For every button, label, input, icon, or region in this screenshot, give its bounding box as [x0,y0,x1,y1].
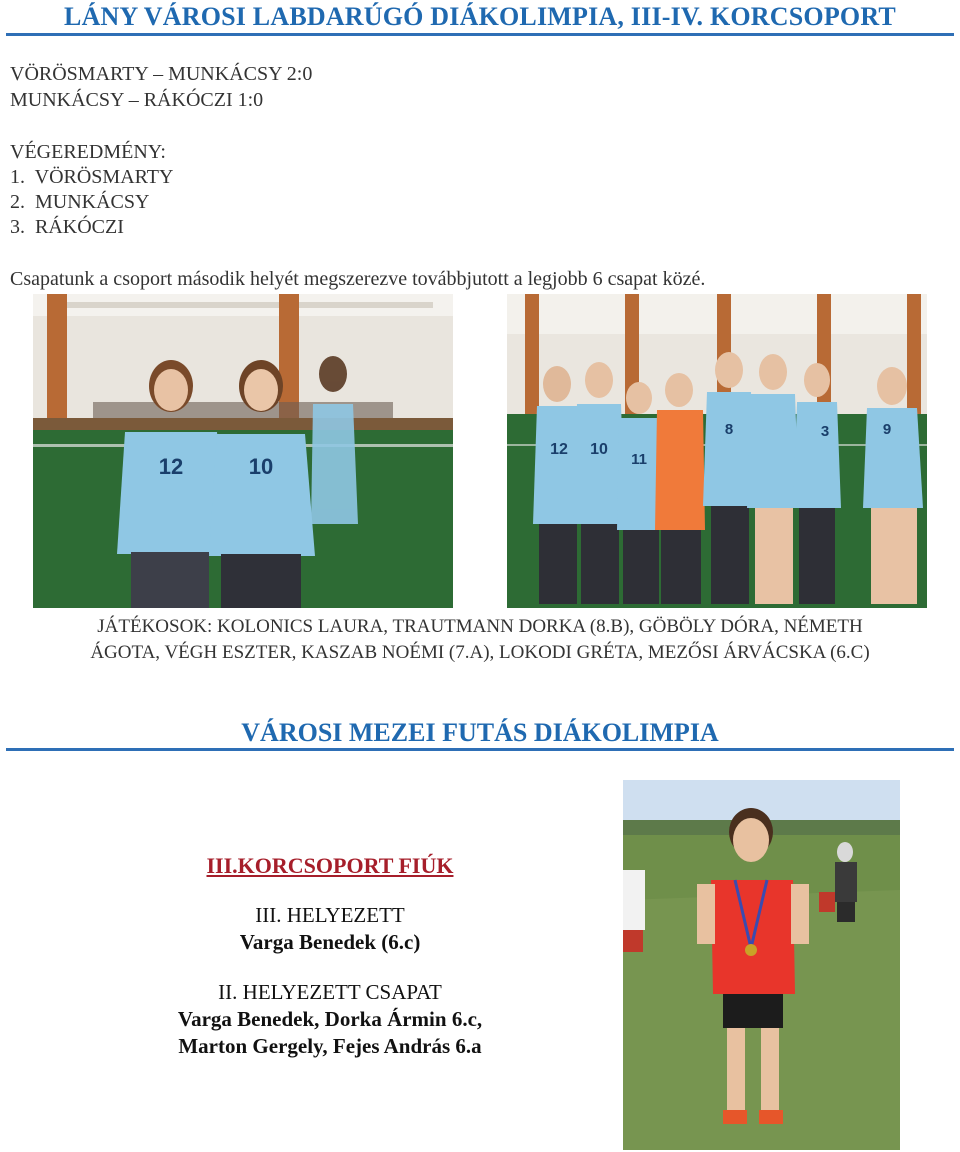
jersey-number: 10 [248,454,274,479]
football-title: LÁNY VÁROSI LABDARÚGÓ DIÁKOLIMPIA, III-IV. KORCSOPORT [64,2,896,31]
team-photo-right [507,294,927,608]
section-divider [6,748,954,751]
page-title [0,0,960,34]
players-line-1: JÁTÉKOSOK: KOLONICS LAURA, TRAUTMANN DORKA (8.B), GÖBÖLY DÓRA, NÉMETH [97,616,863,637]
team-photo-left [33,294,453,608]
cross-country-title: VÁROSI MEZEI FUTÁS DIÁKOLIMPIA [241,718,719,747]
results-label: VÉGEREDMÉNY: [10,141,166,163]
jersey-number: 10 [590,441,608,458]
title-divider [6,33,954,36]
runner-photo [623,780,900,1150]
ranking-2: 2. MUNKÁCSY [10,191,150,213]
match-result-2: MUNKÁCSY – RÁKÓCZI 1:0 [10,89,264,111]
jersey-number: 12 [158,454,184,479]
results-block [120,852,540,1060]
ranking-1: 1. VÖRÖSMARTY [10,166,174,188]
match-result-1: VÖRÖSMARTY – MUNKÁCSY 2:0 [10,63,313,85]
jersey-number: 3 [820,423,830,440]
team-members-line-1: Varga Benedek, Dorka Ármin 6.c, [177,1007,483,1031]
individual-place-name: Varga Benedek (6.c) [239,930,421,954]
ranking-3: 3. RÁKÓCZI [10,216,124,238]
jersey-number: 8 [724,421,734,438]
jersey-number: 11 [631,451,647,468]
individual-place-label: III. HELYEZETT [255,903,405,927]
team-members-line-2: Marton Gergely, Fejes András 6.a [178,1034,482,1058]
summary-text: Csapatunk a csoport második helyét megszerezve továbbjutott a legjobb 6 csapat közé. [10,268,706,290]
players-line-2: ÁGOTA, VÉGH ESZTER, KASZAB NOÉMI (7.A), LOKODI GRÉTA, MEZŐSI ÁRVÁCSKA (6.C) [90,642,870,663]
jersey-number: 12 [550,441,568,458]
age-group-heading: III.KORCSOPORT FIÚK [206,853,454,878]
jersey-number: 9 [882,421,892,438]
team-place-label: II. HELYEZETT CSAPAT [218,980,442,1004]
